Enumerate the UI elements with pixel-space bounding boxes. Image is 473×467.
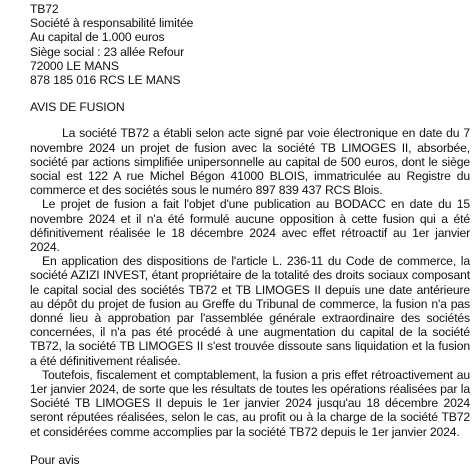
notice-title: AVIS DE FUSION (30, 100, 125, 115)
company-address: Siège social : 23 allée Refour (30, 44, 185, 59)
paragraph-4: Toutefois, fiscalement et comptablement, la fusion a pris effet rétroactivement au 1er janvier 2024, de sorte que les résultats de toutes les opérations réalisées par la Société TB LIMOGES II depuis le 1er janvier 2024 jusqu'au 18 décembre 2024 seront réputées réalisées, selon le cas, au profit ou à la charge de la société TB72 et considérées comme accomplies par la société TB72 depuis le 1er janvier 2024. (30, 367, 470, 439)
paragraph-1: La société TB72 a établi selon acte signé par voie électronique en date du 7 novembre 2024 un projet de fusion avec la société TB LIMOGES II, absorbée, société par actions simplifiée unipersonnelle au capital de 500 euros, dont le siège social est 122 A rue Michel Bégon 41000 BLOIS, immatriculée au Registre du commerce et des sociétés sous le numéro 897 839 437 RCS Blois. (30, 126, 470, 198)
company-header (30, 2, 470, 87)
closing-signature: Pour avis (30, 452, 80, 467)
paragraph-2: Le projet de fusion a fait l'objet d'une publication au BODACC en date du 15 novembre 2024 et il n'a été formulé aucune opposition à cette fusion qui a été définitivement réalisée le 18 décembre 2024 avec effet rétroactif au 1er janvier 2024. (30, 197, 470, 255)
paragraph-3: En application des dispositions de l'article L. 236-11 du Code de commerce, la société AZIZI INVEST, étant propriétaire de la totalité des droits sociaux composant le capital social des sociétés TB72 et TB LIMOGES II depuis une date antérieure au dépôt du projet de fusion au Greffe du Tribunal de commerce, la fusion n'a pas donné lieu à approbation par l'assemblée générale extraordinaire des sociétés concernées, il n'a pas été procédé à une augmentation du capital de la société TB72, la société TB LIMOGES II s'est trouvée dissoute sans liquidation et la fusion a été définitivement réalisée. (30, 254, 470, 368)
legal-notice (30, 2, 470, 467)
company-registration: 878 185 016 RCS LE MANS (30, 73, 181, 88)
company-name: TB72 (30, 2, 59, 16)
company-city: 72000 LE MANS (30, 58, 119, 73)
company-capital: Au capital de 1.000 euros (30, 30, 165, 45)
company-legal-form: Société à responsabilité limitée (30, 16, 194, 31)
